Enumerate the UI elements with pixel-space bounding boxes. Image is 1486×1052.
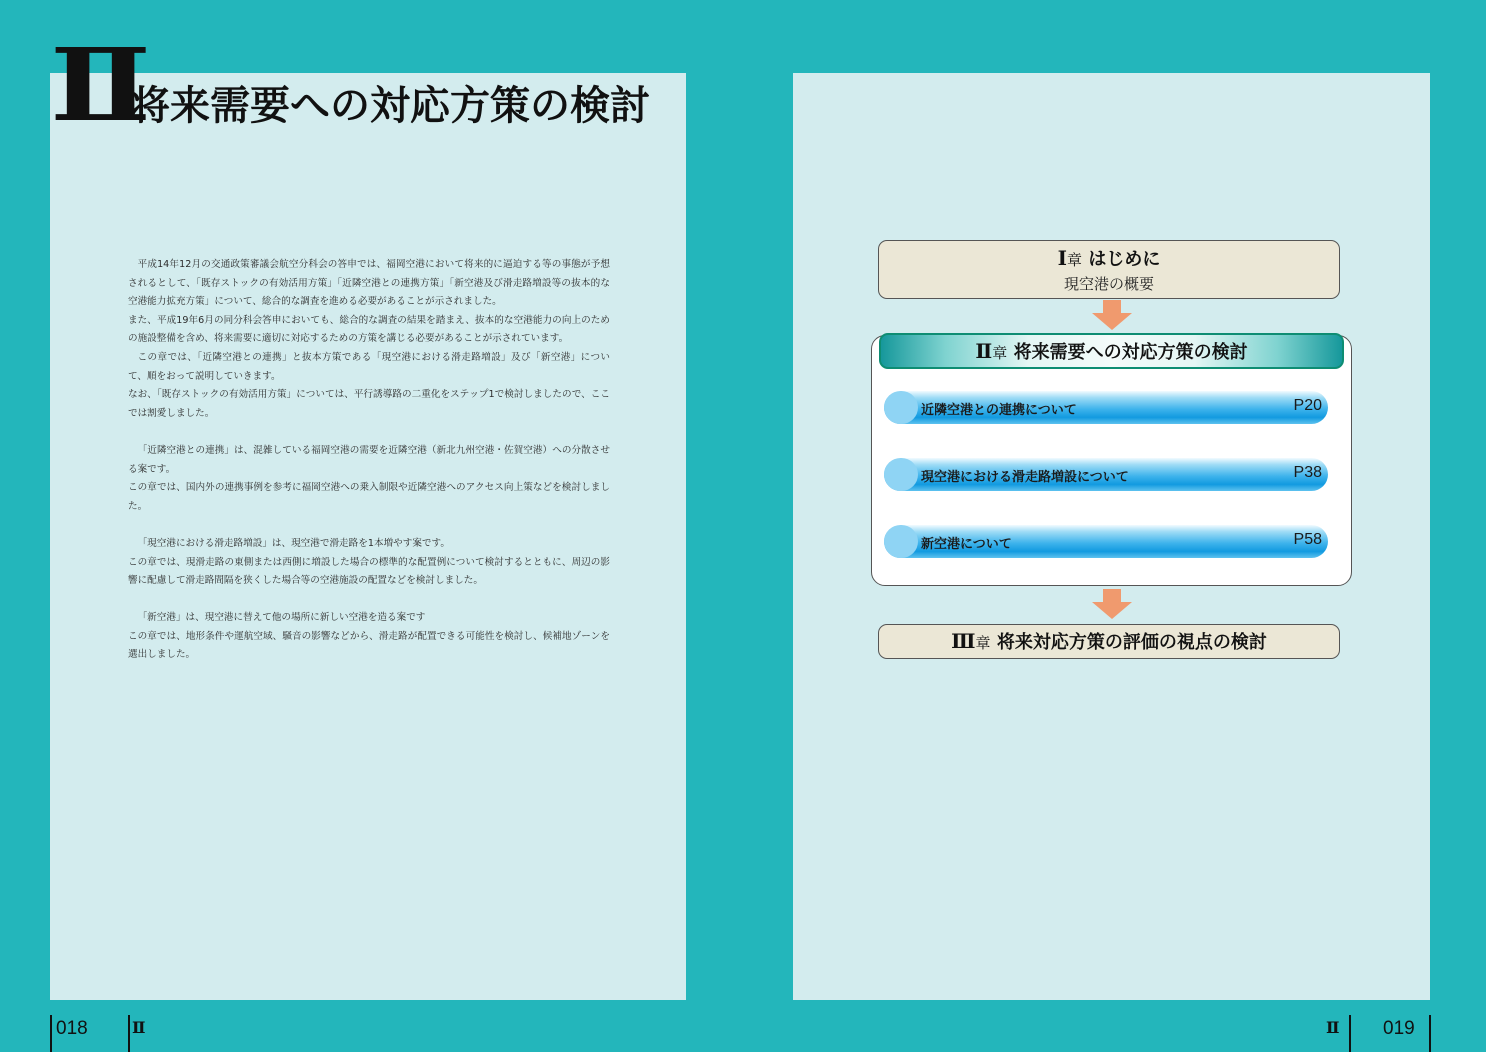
paragraph: なお、「既存ストックの有効活用方策」については、平行誘導路の二重化をステップ1で検討しましたので、ここでは割愛しました。 <box>128 389 610 419</box>
chapter-1-numeral: Ⅰ <box>1057 246 1068 270</box>
paragraph: この章では、「近隣空港との連携」と抜本方策である「現空港における滑走路増設」及び「新空港」について、順をおって説明していきます。 <box>128 351 610 382</box>
paragraph: 「近隣空港との連携」は、混雑している福岡空港の需要を近隣空港（新北九州空港・佐賀空港）への分散させる案です。 <box>128 444 610 475</box>
section-page: P38 <box>1293 464 1322 481</box>
paragraph: この章では、現滑走路の東側または西側に増設した場合の標準的な配置例について検討するとともに、周辺の影響に配慮して滑走路間隔を狭くした場合等の空港施設の配置などを検討しました。 <box>128 556 610 587</box>
chapter-2-header <box>879 333 1344 369</box>
down-arrow-icon <box>1092 300 1132 330</box>
paragraph: この章では、国内外の連携事例を参考に福岡空港への乗入制限や近隣空港へのアクセス向上策などを検討しました。 <box>128 482 610 512</box>
bullet-icon <box>884 525 918 558</box>
chapter-3-numeral: Ⅲ <box>951 629 976 653</box>
chapter-3-box <box>878 624 1340 659</box>
intro-text <box>128 256 610 665</box>
chapter-1-title: はじめに <box>1088 249 1161 270</box>
section-label: 新空港について <box>921 537 1012 552</box>
paragraph: 「新空港」は、現空港に替えて他の場所に新しい空港を造る案です <box>137 612 426 624</box>
chapter-word: 章 <box>975 634 991 652</box>
bullet-icon <box>884 458 918 491</box>
footer-divider <box>1429 1015 1431 1052</box>
chapter-word: 章 <box>992 344 1008 362</box>
chapter-mark: Ⅱ <box>1326 1018 1340 1037</box>
section-link-runway-extension[interactable] <box>884 458 1328 491</box>
paragraph: 平成14年12月の交通政策審議会航空分科会の答申では、福岡空港において将来的に逼迫する等の事態が予想されるとして、「既存ストックの有効活用方策」「近隣空港との連携方策」「新空港及び滑走路増設等の抜本的な空港能力拡充方策」について、総合的な調査を進める必要があることが示されました。 <box>128 259 610 308</box>
section-page: P58 <box>1293 531 1322 548</box>
section-page: P20 <box>1293 397 1322 414</box>
chapter-title <box>50 26 650 144</box>
chapter-word: 章 <box>1067 251 1083 269</box>
section-link-new-airport[interactable] <box>884 525 1328 558</box>
footer-divider <box>128 1015 130 1052</box>
chapter-numeral: Ⅱ <box>50 26 140 144</box>
chapter-3-title: 将来対応方策の評価の視点の検討 <box>996 632 1267 653</box>
section-link-neighbor-airports[interactable] <box>884 391 1328 424</box>
section-label: 近隣空港との連携について <box>921 403 1077 418</box>
chapter-2-numeral: Ⅱ <box>975 339 993 363</box>
page-number: 018 <box>56 1018 88 1039</box>
section-label: 現空港における滑走路増設について <box>921 470 1129 485</box>
down-arrow-icon <box>1092 589 1132 619</box>
paragraph: この章では、地形条件や運航空域、騒音の影響などから、滑走路が配置できる可能性を検討し、候補地ゾーンを選出しました。 <box>128 630 610 661</box>
footer-divider <box>50 1015 52 1052</box>
bullet-icon <box>884 391 918 424</box>
paragraph: 「現空港における滑走路増設」は、現空港で滑走路を1本増やす案です。 <box>137 537 450 549</box>
chapter-heading: 将来需要への対応方策の検討 <box>130 83 650 129</box>
footer-divider <box>1349 1015 1351 1052</box>
paragraph: また、平成19年6月の同分科会答申においても、総合的な調査の結果を踏まえ、抜本的な空港能力の向上のための施設整備を含め、将来需要に適切に対応するための方策を講じる必要があることが示されています。 <box>128 314 610 345</box>
chapter-2-title: 将来需要への対応方策の検討 <box>1013 342 1248 363</box>
chapter-1-subtitle: 現空港の概要 <box>1063 275 1154 293</box>
page-number: 019 <box>1383 1018 1415 1039</box>
chapter-mark: Ⅱ <box>132 1018 146 1037</box>
chapter-1-box <box>878 240 1340 299</box>
